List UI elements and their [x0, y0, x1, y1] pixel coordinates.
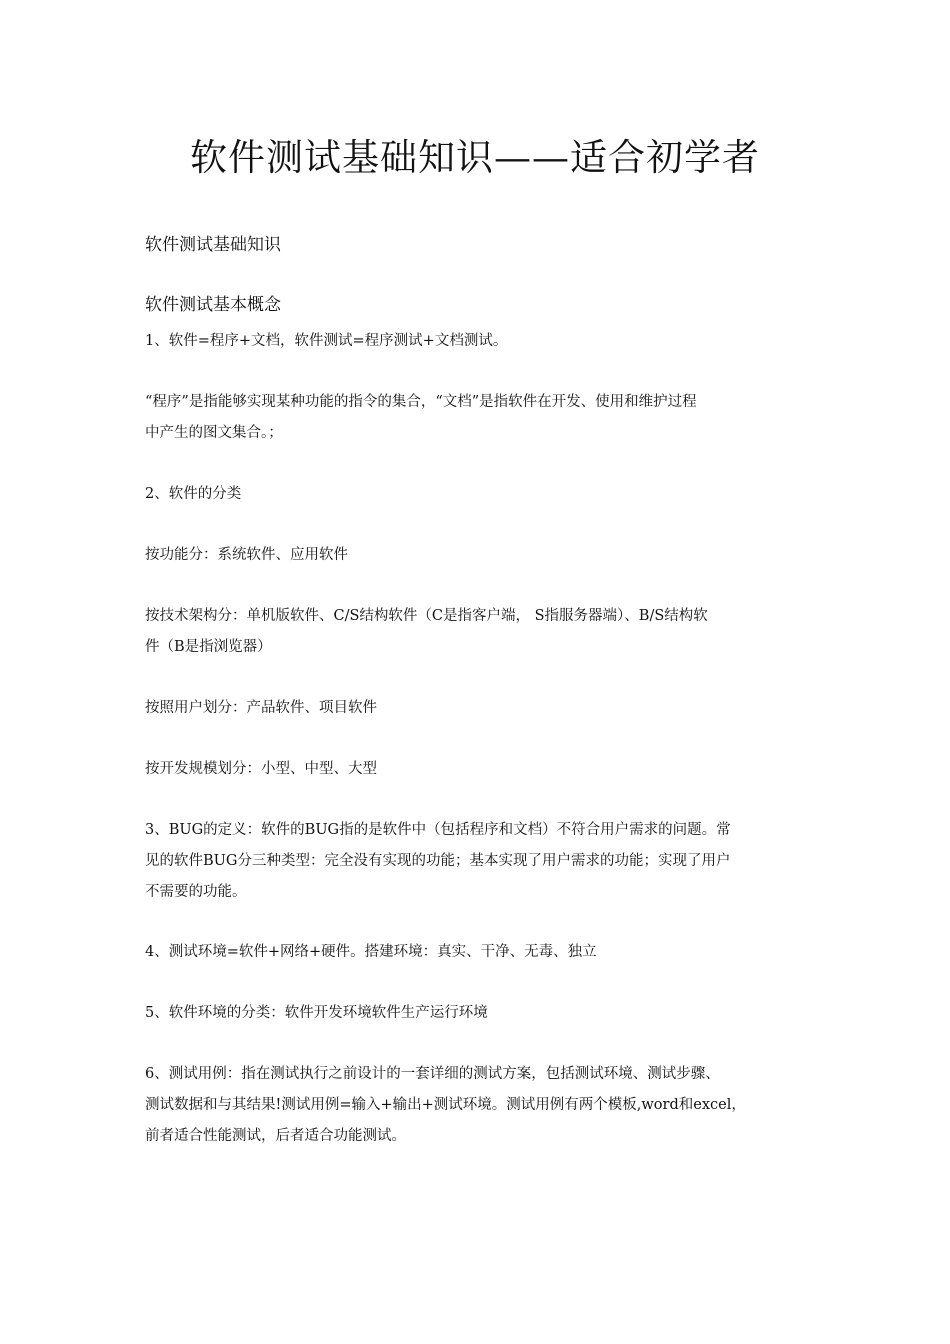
- paragraph-6: [145, 693, 815, 724]
- paragraph-line: 见的软件BUG分三种类型：完全没有实现的功能；基本实现了用户需求的功能；实现了用户: [145, 853, 731, 869]
- paragraph-3: [145, 479, 815, 510]
- paragraph-2: [145, 387, 815, 449]
- paragraph-1: [145, 326, 815, 357]
- paragraph-line: 按技术架构分：单机版软件、C/S结构软件（C是指客户端， S指服务器端）、B/S结构软: [145, 608, 708, 624]
- paragraph-line: 2、软件的分类: [145, 486, 242, 502]
- paragraph-line: 按开发规模划分：小型、中型、大型: [145, 761, 377, 777]
- paragraph-line: 4、测试环境=软件+网络+硬件。搭建环境：真实、干净、无毒、独立: [145, 944, 597, 960]
- paragraph-10: [145, 998, 815, 1029]
- paragraph-line: 6、测试用例：指在测试执行之前设计的一套详细的测试方案，包括测试环境、测试步骤、: [145, 1066, 720, 1082]
- paragraph-4: [145, 540, 815, 571]
- paragraph-8: [145, 815, 815, 908]
- paragraph-line: 件（B是指浏览器）: [145, 639, 272, 655]
- paragraph-line: 按功能分：系统软件、应用软件: [145, 547, 348, 563]
- section-heading: 软件测试基础知识: [145, 235, 281, 255]
- subsection-heading: 软件测试基本概念: [145, 295, 281, 315]
- paragraph-9: [145, 937, 815, 968]
- paragraph-line: 5、软件环境的分类：软件开发环境软件生产运行环境: [145, 1005, 488, 1021]
- paragraph-line: 测试数据和与其结果!测试用例=输入+输出+测试环境。测试用例有两个模板,word和excel，: [145, 1097, 746, 1113]
- paragraph-7: [145, 754, 815, 785]
- paragraph-line: 3、BUG的定义：软件的BUG指的是软件中（包括程序和文档）不符合用户需求的问题。常: [145, 822, 731, 838]
- paragraph-line: 按照用户划分：产品软件、项目软件: [145, 700, 377, 716]
- paragraph-5: [145, 601, 815, 663]
- document-title: 软件测试基础知识——适合初学者: [190, 136, 760, 179]
- paragraph-line: 中产生的图文集合。；: [145, 425, 283, 441]
- paragraph-line: 前者适合性能测试，后者适合功能测试。: [145, 1128, 406, 1144]
- paragraph-line: “程序”是指能够实现某种功能的指令的集合，“文档”是指软件在开发、使用和维护过程: [145, 394, 697, 410]
- paragraph-line: 不需要的功能。: [145, 884, 247, 900]
- paragraph-11: [145, 1059, 815, 1152]
- paragraph-line: 1、软件=程序+文档，软件测试=程序测试+文档测试。: [145, 333, 508, 349]
